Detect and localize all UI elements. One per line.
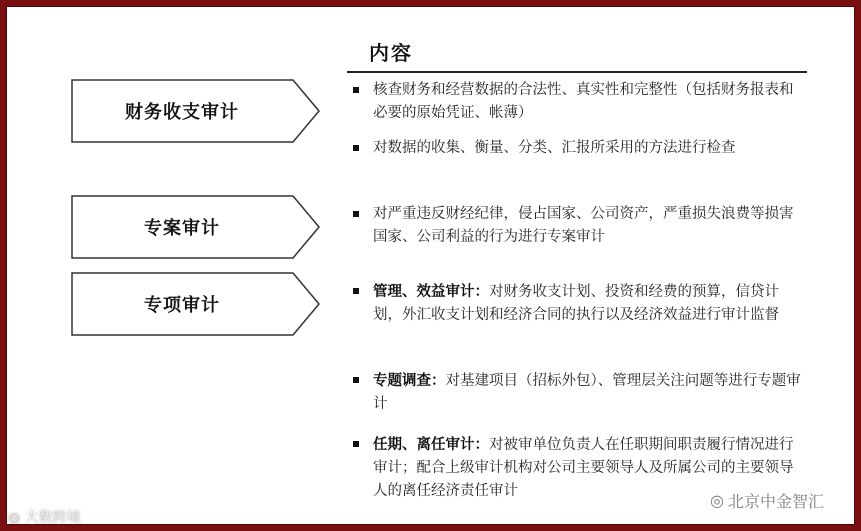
bullet-text: 对财务收支计划、投资和经费的预算，信贷计划，外汇收支计划和经济合同的执行以及经济效益进行审计监督 [373, 284, 779, 323]
watermark-left-text: 大数跨境 [24, 510, 81, 526]
bullet-text: 对基建项目（招标外包）、管理层关注问题等进行专题审计 [373, 373, 801, 412]
bullet-item [353, 137, 803, 160]
bullet-item [353, 79, 803, 125]
bullet-item [353, 203, 803, 249]
watermark-left [8, 507, 81, 527]
bullet-lead: 管理、效益审计： [373, 283, 489, 300]
weibo-icon: ◉ [8, 510, 21, 526]
arrow-special-case-audit [71, 195, 321, 259]
arrow-label: 专案审计 [144, 218, 220, 239]
heading-divider [347, 71, 807, 73]
watermark-right [710, 489, 824, 512]
arrow-label: 财务收支审计 [125, 102, 239, 123]
bullet-lead: 专题调查： [373, 372, 446, 389]
arrow-special-item-audit [71, 272, 321, 336]
arrow-financial-audit [71, 79, 321, 143]
bullet-text: 核查财务和经营数据的合法性、真实性和完整性（包括财务报表和必要的原始凭证、帐薄） [373, 82, 794, 121]
bullet-square-icon [353, 87, 359, 93]
bullet-square-icon [353, 441, 359, 447]
slide [6, 6, 855, 525]
content-heading: 内容 [369, 41, 413, 65]
bullet-text: 对严重违反财经纪律，侵占国家、公司资产，严重损失浪费等损害国家、公司利益的行为进行专案审计 [373, 206, 794, 245]
bullet-item [353, 369, 803, 416]
bullet-text: 对数据的收集、衡量、分类、汇报所采用的方法进行检查 [373, 140, 736, 156]
bullet-square-icon [353, 288, 359, 294]
bullet-lead: 任期、离任审计： [373, 436, 489, 453]
bullet-text: 对被审单位负责人在任职期间职责履行情况进行审计；配合上级审计机构对公司主要领导人及所属公司的主要领导人的离任经济责任审计 [373, 437, 794, 499]
bullet-square-icon [353, 145, 359, 151]
bullet-square-icon [353, 377, 359, 383]
bullet-item [353, 280, 803, 327]
arrow-label: 专项审计 [144, 295, 220, 316]
watermark-right-text: 北京中金智汇 [727, 492, 824, 511]
bullet-square-icon [353, 211, 359, 217]
wechat-icon: ◎ [710, 491, 724, 510]
